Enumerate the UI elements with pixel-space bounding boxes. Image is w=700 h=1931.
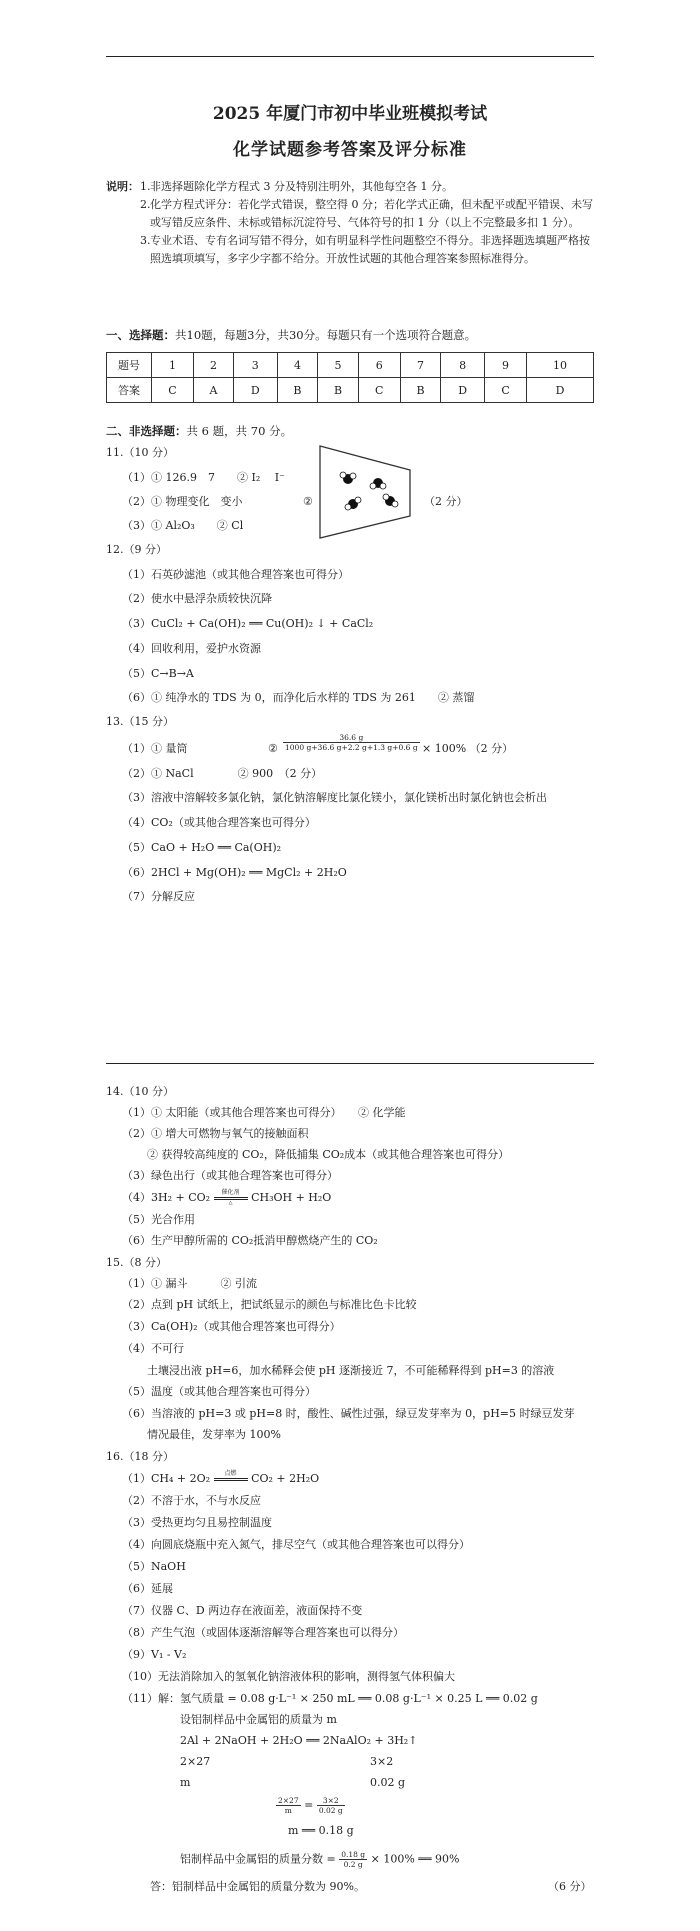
answer-line: （3）① Al₂O₃ ② Cl — [122, 519, 244, 532]
instruction-item: 专业术语、专有名词写错不得分，如有明显科学性问题整空不得分。非选择题选填题严格按照选填项填写，多字少字都不给分。开放性试题的其他合理答案参照标准得分。 — [150, 234, 590, 265]
final-answer: 答：铝制样品中金属铝的质量分数为 90%。 — [150, 1880, 365, 1893]
answer-line: （3）受热更均匀且易控制温度 — [122, 1516, 272, 1529]
ratio-value: 3×2 — [370, 1755, 394, 1768]
answer-line: （6）2HCl + Mg(OH)₂ ══ MgCl₂ + 2H₂O — [122, 866, 347, 879]
question-14-header: 14.（10 分） — [106, 1085, 174, 1098]
exam-title: 2025 年厦门市初中毕业班模拟考试 — [212, 104, 488, 124]
question-13-header: 13.（15 分） — [106, 715, 174, 728]
ratio-value: m — [180, 1776, 191, 1789]
answer-line: 设铝制样品中金属铝的质量为 m — [180, 1713, 337, 1726]
answer-line: （2）点到 pH 试纸上，把试纸显示的颜色与标准比色卡比较 — [122, 1298, 417, 1311]
question-15-header: 15.（8 分） — [106, 1256, 167, 1269]
answer-line: （3）CuCl₂ + Ca(OH)₂ ══ Cu(OH)₂ ↓ + CaCl₂ — [122, 617, 374, 630]
choice-answer-table — [106, 352, 594, 403]
page-divider-rule — [106, 1063, 594, 1064]
answer-line: （5）NaOH — [122, 1560, 186, 1573]
answer-line: （6）生产甲醇所需的 CO₂抵消甲醇燃烧产生的 CO₂ — [122, 1234, 378, 1247]
answer-line: 情况最佳，发芽率为 100% — [147, 1428, 281, 1441]
table-row: 题号 1 2 3 4 5 6 7 8 9 10 — [107, 353, 594, 378]
answer-line: （1）① 126.9 7 ② I₂ I⁻ — [122, 471, 285, 484]
answer-line: （2）① 物理变化 变小 — [122, 495, 243, 508]
question-11-header: 11.（10 分） — [106, 446, 174, 459]
instructions: 说明： 1. 非选择题除化学方程式 3 分及特别注明外，其他每空各 1 分。 2. 化学方程式评分：若化学式错误，整空得 0 分；若化学式正确，但未配平或配平错误、未写或写错反应条件、未标或错标沉淀符号、气体符号的扣 1 分（以上不完整最多扣 1 分）。 3. 专业术语、专有名词写错不得分，如有明显科学性问题整空不得分。非选择题选填题严格按照选填项填写，多字少字都不给分。开放性试题的其他合理答案参照标准得分。 — [106, 180, 593, 265]
proportion-formula: $\frac{2\times 27}{m}$ = $\frac{3\times 2}{0.02 g}$ — [278, 1796, 343, 1815]
score-note: （6 分） — [548, 1880, 592, 1893]
molecule — [383, 494, 398, 507]
answer-line: （7）仪器 C、D 两边存在液面差，液面保持不变 — [122, 1604, 363, 1617]
answer-line: （11）解：氢气质量 = 0.08 g·L⁻¹ × 250 mL ══ 0.08 g·L⁻¹ × 0.25 L ══ 0.02 g — [122, 1692, 538, 1705]
answer-line: （4）回收利用，爱护水资源 — [122, 642, 261, 655]
answer-line: ② — [268, 742, 278, 755]
score-note: （2 分） — [424, 495, 468, 508]
exam-subtitle: 化学试题参考答案及评分标准 — [233, 140, 467, 160]
molecule — [370, 478, 386, 489]
answer-line: （1）石英砂滤池（或其他合理答案也可得分） — [122, 568, 349, 581]
ratio-value: 2×27 — [180, 1755, 211, 1768]
answer-line: （4）不可行 — [122, 1342, 184, 1355]
answer-line: （9）V₁ - V₂ — [122, 1648, 187, 1661]
answer-line: （2）不溶于水，不与水反应 — [122, 1494, 261, 1507]
answer-line: （5）C→B→A — [122, 667, 194, 680]
answer-line: （1）① 漏斗 ② 引流 — [122, 1277, 257, 1290]
answer-line: （6）① 纯净水的 TDS 为 0，而净化后水样的 TDS 为 261 ② 蒸馏 — [122, 691, 475, 704]
ratio-value: 0.02 g — [370, 1776, 406, 1789]
equation-line: （4）3H₂ + CO₂ 催化剂 △ CH₃OH + H₂O — [122, 1189, 332, 1206]
answer-line: （6）延展 — [122, 1582, 173, 1595]
instructions-label: 说明： — [106, 180, 139, 193]
answer-line: （2）① NaCl ② 900 （2 分） — [122, 767, 323, 780]
answer-line: （7）分解反应 — [122, 890, 195, 903]
answer-line: 土壤浸出液 pH=6，加水稀释会使 pH 逐渐接近 7，不可能稀释得到 pH=3 的溶液 — [147, 1364, 555, 1377]
molecule — [345, 497, 361, 510]
answer-line: （2）① 增大可燃物与氧气的接触面积 — [122, 1127, 309, 1140]
answer-line: （3）绿色出行（或其他合理答案也可得分） — [122, 1169, 338, 1182]
answer-line: （3）溶液中溶解较多氯化钠，氯化钠溶解度比氯化镁小，氯化镁析出时氯化钠也会析出 — [122, 791, 547, 804]
answer-line: （1）① 太阳能（或其他合理答案也可得分） ② 化学能 — [122, 1106, 406, 1119]
question-16-header: 16.（18 分） — [106, 1450, 174, 1463]
answer-line: （3）Ca(OH)₂（或其他合理答案也可得分） — [122, 1320, 341, 1333]
equation-line: 2Al + 2NaOH + 2H₂O ══ 2NaAlO₂ + 3H₂↑ — [180, 1734, 418, 1747]
container-outline — [320, 446, 410, 538]
instruction-item: 化学方程式评分：若化学式错误，整空得 0 分；若化学式正确，但未配平或配平错误、未写或写错反应条件、未标或错标沉淀符号、气体符号的扣 1 分（以上不完整最多扣 1 分）。 — [150, 198, 593, 229]
answer-line: （5）光合作用 — [122, 1213, 195, 1226]
top-rule — [106, 56, 594, 57]
mass-fraction-line: 铝制样品中金属铝的质量分数 = $\frac{0.18 g}{0.2 g}$ × 100% ══ 90% — [180, 1850, 460, 1869]
reaction-condition: 催化剂 △ — [214, 1191, 248, 1205]
reaction-condition: 点燃 — [214, 1472, 248, 1486]
question-12-header: 12.（9 分） — [106, 543, 167, 556]
score-note: × 100% （2 分） — [422, 742, 514, 755]
molecule-diagram — [300, 443, 420, 543]
answer-line: （4）向圆底烧瓶中充入氮气，排尽空气（或其他合理答案也可以得分） — [122, 1538, 470, 1551]
answer-line: ② — [303, 495, 313, 508]
molecule — [340, 472, 356, 484]
answer-line: （10）无法消除加入的氢氧化钠溶液体积的影响，测得氢气体积偏大 — [122, 1670, 455, 1683]
equation-line: （1）CH₄ + 2O₂ 点燃 CO₂ + 2H₂O — [122, 1470, 320, 1485]
answer-line: （8）产生气泡（或固体逐渐溶解等合理答案也可以得分） — [122, 1626, 404, 1639]
answer-line: （5）CaO + H₂O ══ Ca(OH)₂ — [122, 841, 282, 854]
mass-fraction-formula: $\frac{36.6 g}{1000 g+36.6 g+2.2 g+1.3 g+0.6 g}$ — [285, 733, 418, 752]
instruction-item: 非选择题除化学方程式 3 分及特别注明外，其他每空各 1 分。 — [150, 180, 453, 193]
answer-line: ② 获得较高纯度的 CO₂，降低捕集 CO₂成本（或其他合理答案也可得分） — [147, 1148, 510, 1161]
answer-line: m ══ 0.18 g — [288, 1824, 354, 1837]
answer-line: （2）使水中悬浮杂质较快沉降 — [122, 592, 272, 605]
table-row: 答案 C A D B B C B D C D — [107, 378, 594, 403]
answer-line: （1）① 量筒 — [122, 742, 188, 755]
answer-line: （5）温度（或其他合理答案也可得分） — [122, 1385, 316, 1398]
section-2-header: 二、非选择题：共 6 题，共 70 分。 — [106, 424, 293, 438]
answer-line: （6）当溶液的 pH=3 或 pH=8 时，酸性、碱性过强，绿豆发芽率为 0，pH=5 时绿豆发芽 — [122, 1407, 575, 1420]
answer-line: （4）CO₂（或其他合理答案也可得分） — [122, 816, 316, 829]
section-1-header: 一、选择题：共10题，每题3分，共30分。每题只有一个选项符合题意。 — [106, 328, 477, 342]
